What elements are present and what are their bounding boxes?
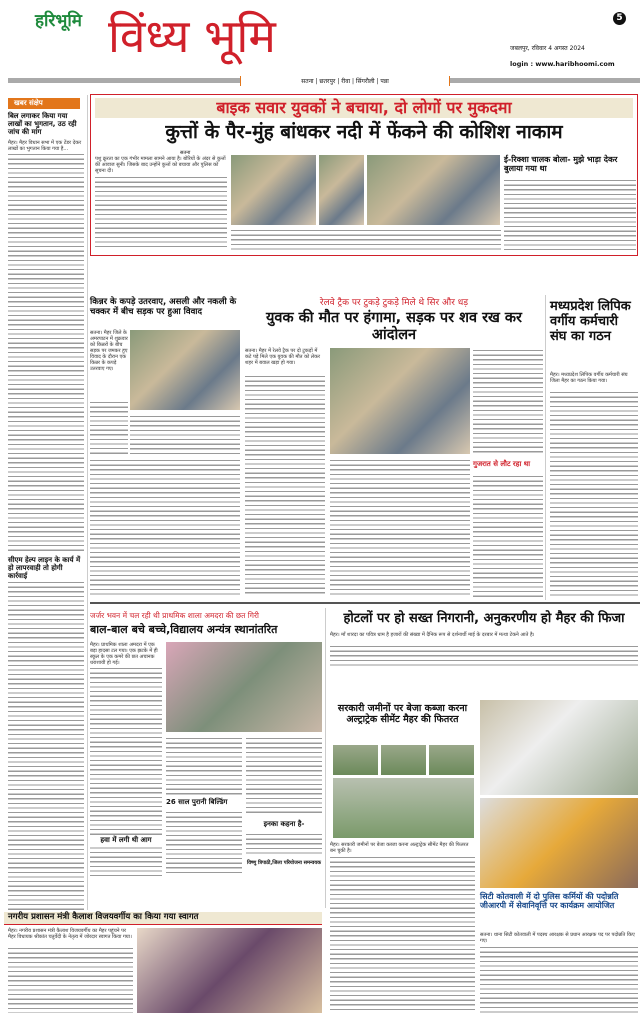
police-text (480, 945, 638, 1013)
school-subhead: 26 साल पुरानी बिल्डिंग (166, 798, 228, 806)
column-divider (545, 295, 546, 600)
sidebar-text (8, 152, 84, 552)
land-photo (429, 745, 474, 775)
sidebar-story-title: बिल लगाकर किया गया लाखों का भुगतान, उठ रही जांच की मांग (8, 112, 77, 137)
hotel-headline: होटलों पर हो सख्त निगरानी, अनुकरणीय हो मैहर की फिजा (343, 611, 625, 626)
land-headline: सरकारी जमीनों पर बेजा कब्जा करना अल्ट्राट्रेक सीमेंट मैहर की फितरत (337, 703, 468, 725)
school-byline: विष्णु त्रिपाठी,जिला परियोजना समन्वयक (246, 860, 322, 866)
union-headline: मध्यप्रदेश लिपिक वर्गीय कर्मचारी संघ का गठन (550, 299, 631, 344)
rail-text (245, 374, 325, 597)
rail-text (473, 348, 543, 456)
land-body: मैहर। सरकारी जमीनों पर बेजा कब्जा करना अल्ट्राट्रेक सीमेंट मैहर की फितरत बन चुकी है। (330, 842, 469, 854)
union-body: मैहर। मध्यप्रदेश लिपिक वर्गीय कर्मचारी संघ जिला मैहर का गठन किया गया। (550, 372, 628, 384)
school-headline: बाल-बाल बचे बच्चे,विद्यालय अन्यंत्र स्थानांतरित (90, 623, 278, 636)
city-list: सतना | छतरपुर | रीवा | सिंगरौली | पन्ना (240, 76, 450, 86)
rail-subhead: गुजरात से लौट रहा था (473, 460, 531, 468)
edition-date: जबलपुर, रविवार 4 अगस्त 2024 (510, 45, 585, 52)
sidebar-text (8, 580, 84, 910)
school-body: मैहर। प्राथमिक शाला अमदरा में एक बड़ा हादसा टल गया। एक झटके में ही स्कूल के एक कमरे की छत अचानक धराशायी हो गई। (90, 642, 158, 666)
sidebar-story-body: मैहर। मैहर विधान सभा में एक टेंडर देकर लाखों का भुगतान किया गया है... (8, 140, 82, 152)
sidebar-label: खबर संक्षेप (8, 98, 80, 109)
land-photo (333, 778, 474, 838)
rail-kicker: रेलवे ट्रैक पर टुकड़े टुकड़े मिले थे सिर और धड़ (319, 298, 469, 308)
top-story-side-title: ई-रिक्शा चालक बोला- मुझे भाड़ा देकर बुलाया गया था (504, 155, 618, 174)
school-text (246, 736, 322, 816)
brand-logo: हरिभूमि (35, 11, 82, 31)
top-story-text (231, 228, 501, 252)
top-story-photo (231, 155, 316, 225)
school-subhead: हवा में लगी थी आग (90, 836, 162, 844)
row-rule (90, 602, 640, 604)
hotel-text (330, 644, 638, 666)
school-kicker: जर्जर भवन में चल रही थी प्राथमिक शाला अमदरा की छत गिरी (90, 611, 259, 620)
school-subhead: इनका कहना है- (263, 820, 305, 828)
top-story-photo (319, 155, 364, 225)
top-story-dateline: सतना (180, 150, 191, 156)
kinnar-photo (130, 330, 240, 410)
top-story-headline: कुत्तों के पैर-मुंह बांधकर नदी में फेंकने की कोशिश नाकाम (165, 121, 563, 143)
minister-headline: नगरीय प्रशासन मंत्री कैलाश विजयवर्गीय का किया गया स्वागत (4, 912, 322, 925)
kinnar-text (90, 458, 240, 598)
police-body: सतना। थाना सिटी कोतवाली में पदस्थ आरक्षक से प्रधान आरक्षक पद पर पदोन्नति किए गए। (480, 932, 635, 944)
police-photo (480, 700, 638, 795)
kinnar-text (130, 414, 240, 454)
minister-body: मैहर। नगरीय प्रशासन मंत्री कैलाश विजयवर्गीय का मैहर पहुंचने पर मैहर विधायक श्रीकांत चतुर्वेदी के नेतृत्व में जोरदार स्वागत किया गया। (8, 928, 132, 940)
top-story-kicker: बाइक सवार युवकों ने बचाया, दो लोगों पर मुकदमा (95, 98, 633, 118)
sidebar-story2-title: सीएम हेल्प लाइन के कार्य में हो लापरवाही तो होगी कार्रवाई (8, 556, 81, 581)
school-photo (166, 642, 322, 732)
minister-photo (137, 928, 322, 1013)
column-divider (87, 95, 88, 910)
rail-body: सतना। मैहर में रेलवे ट्रैक पर दो टुकड़ों में कटे पड़े मिले एक युवक की मौत को लेकर शहर में बवाल खड़ा हो गया। (245, 348, 321, 366)
union-text (550, 390, 638, 597)
top-story-photo (367, 155, 500, 225)
top-story-text (95, 175, 227, 250)
kinnar-body: सतना। मैहर जिले के अमरपाटन में शुक्रवार को किन्नरों के बीच सड़क पर जमकर हुए विवाद के दौरान एक किन्नर के कपड़े उतरवाए गए। (90, 330, 128, 372)
police-photo (480, 798, 638, 888)
land-text (330, 855, 475, 1013)
rail-headline: युवक की मौत पर हंगामा, सड़क पर शव रख कर आंदोलन (266, 310, 522, 343)
school-text (246, 832, 322, 856)
rail-text (473, 474, 543, 597)
hotel-body: मैहर। माँ शारदा का पवित्र धाम है हजारों की संख्या में दैनिक रूप से दर्शनार्थी माई के दरबार में मत्था टेकने आते है। (330, 632, 535, 638)
rail-text (330, 458, 470, 597)
column-divider (325, 608, 326, 908)
kinnar-headline: किन्नर के कपड़े उतरवाए, असली और नकली के चक्कर में बीच सड़क पर हुआ विवाद (90, 297, 237, 317)
school-text (166, 810, 242, 876)
page-number: 5 (613, 12, 626, 25)
kinnar-text (90, 400, 128, 454)
top-story-body: पशु क्रूरता का एक गंभीर मामला सामने आया है। बोरियों के अंदर से कुत्तों की आवाज सुनी। जिसके बाद उन्होंने कुत्तों को बचाया और पुलिस को सूचना दी। (95, 156, 226, 174)
police-headline: सिटी कोतवाली में दो पुलिस कर्मियों की पदोन्नति जीआरपी में सेवानिवृत्ति पर कार्यक्रम आयोजित (480, 892, 619, 911)
school-text (90, 666, 162, 876)
edition-title: विंध्य भूमि (108, 9, 276, 63)
rail-photo (330, 348, 470, 454)
top-story-side-text (504, 178, 636, 252)
minister-text (8, 946, 133, 1013)
land-photo (381, 745, 426, 775)
school-text (166, 736, 242, 796)
login-link[interactable]: login : www.haribhoomi.com (510, 60, 615, 68)
land-photo (333, 745, 378, 775)
